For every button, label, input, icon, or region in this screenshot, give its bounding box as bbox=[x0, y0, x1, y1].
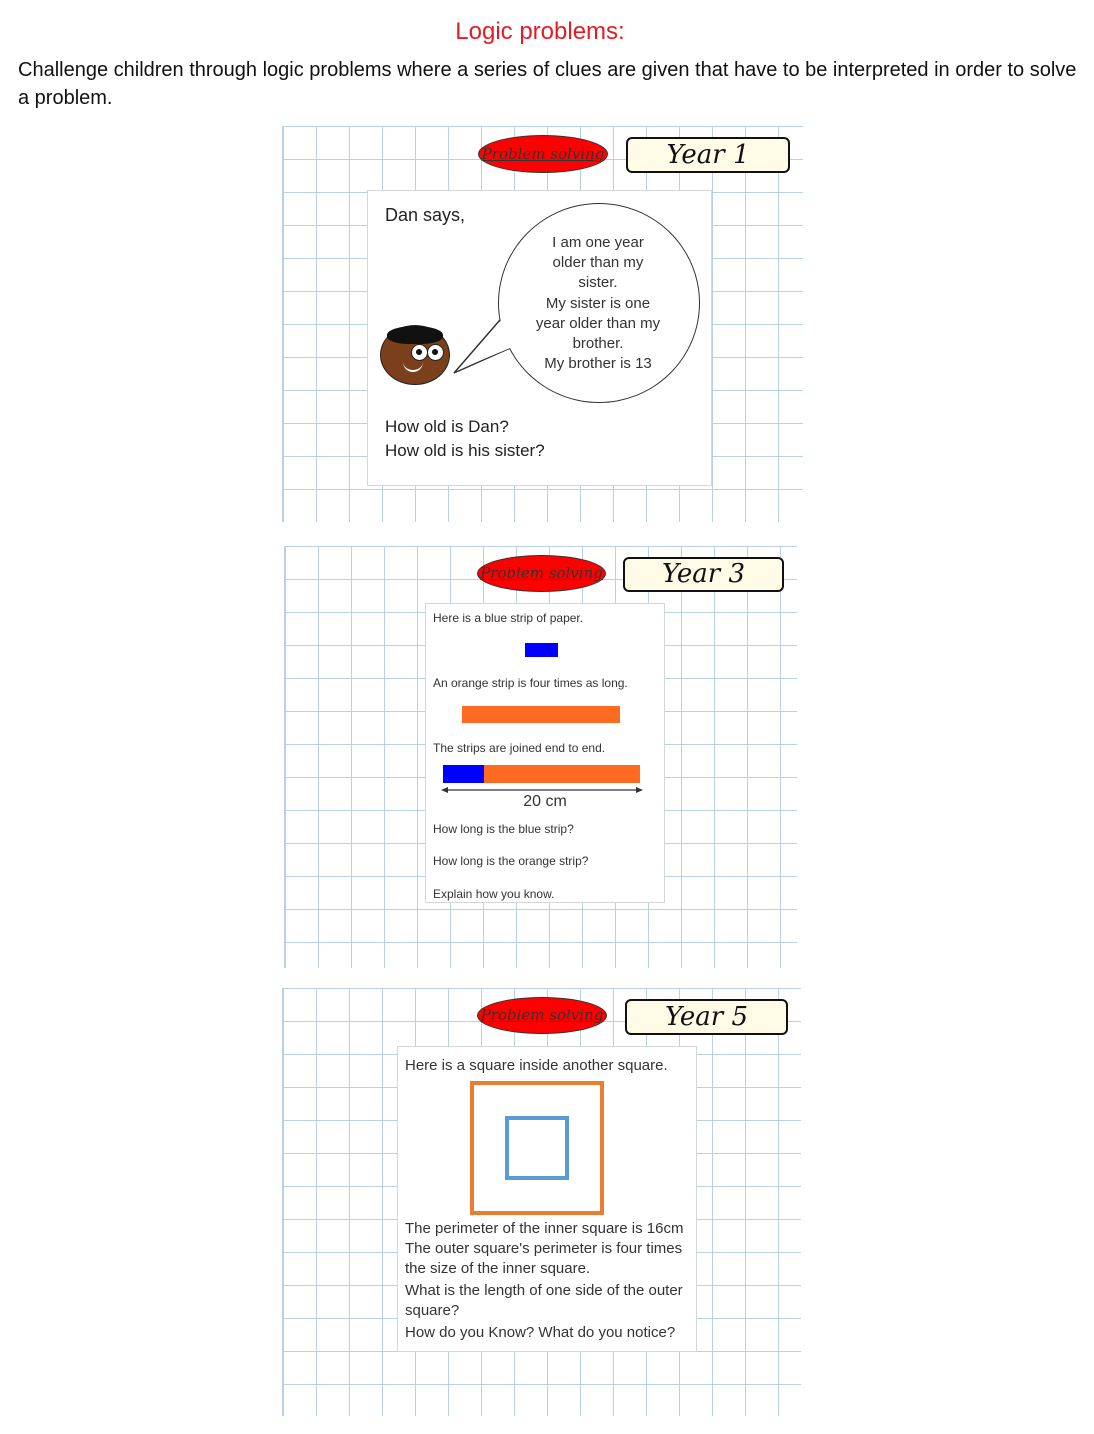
text-line: How do you Know? What do you notice? bbox=[405, 1324, 676, 1341]
problem-text bbox=[405, 1219, 695, 1343]
problem-solving-badge: Problem solving bbox=[477, 997, 607, 1034]
boy-face-icon bbox=[380, 325, 450, 385]
questions bbox=[385, 415, 545, 463]
mouth bbox=[403, 360, 423, 372]
text-line: What is the length of one side of the outer bbox=[405, 1282, 683, 1299]
speech-line: older than my bbox=[552, 254, 644, 272]
year-label: Year 1 bbox=[626, 137, 790, 173]
joined-blue-strip bbox=[443, 765, 484, 783]
question: How old is Dan? bbox=[385, 417, 509, 436]
speech-line: I am one year bbox=[552, 234, 644, 251]
page-title: Logic problems: bbox=[455, 18, 625, 45]
problem-card-year3 bbox=[425, 603, 665, 903]
card-intro: Here is a square inside another square. bbox=[405, 1057, 668, 1074]
blue-strip bbox=[525, 643, 558, 657]
intro-paragraph: Challenge children through logic problems where a series of clues are given that have to be interpreted in order to solve a problem. bbox=[18, 59, 1077, 109]
joined-orange-strip bbox=[484, 765, 640, 783]
problem-card-year5 bbox=[397, 1046, 697, 1352]
card-line: An orange strip is four times as long. bbox=[433, 676, 628, 690]
question: How old is his sister? bbox=[385, 441, 545, 460]
speech-line: My brother is 13 bbox=[544, 355, 652, 373]
year-label: Year 3 bbox=[623, 557, 784, 592]
text-line: The perimeter of the inner square is 16cm bbox=[405, 1220, 684, 1237]
speech-text bbox=[510, 233, 686, 374]
card-line: The strips are joined end to end. bbox=[433, 741, 606, 755]
question: Explain how you know. bbox=[433, 887, 555, 901]
speech-line: My sister is one bbox=[545, 294, 651, 312]
question: How long is the orange strip? bbox=[433, 854, 589, 868]
card-line: Here is a blue strip of paper. bbox=[433, 611, 584, 625]
inner-square bbox=[505, 1116, 569, 1180]
text-line: The outer square's perimeter is four times bbox=[405, 1240, 683, 1257]
speech-line: sister. bbox=[578, 274, 618, 292]
orange-strip bbox=[462, 706, 620, 723]
problem-card-year1 bbox=[367, 190, 712, 486]
problem-solving-badge: Problem solving bbox=[478, 135, 608, 173]
speech-line: brother. bbox=[572, 335, 624, 353]
problem-solving-badge: Problem solving bbox=[477, 555, 606, 592]
eye bbox=[427, 344, 444, 361]
speech-line: year older than my bbox=[535, 314, 661, 332]
year-label: Year 5 bbox=[625, 999, 788, 1035]
text-line: square? bbox=[405, 1302, 460, 1319]
measure-label: 20 cm bbox=[523, 793, 567, 810]
eye bbox=[411, 344, 428, 361]
card-intro: Dan says, bbox=[385, 205, 466, 225]
text-line: the size of the inner square. bbox=[405, 1260, 591, 1277]
question: How long is the blue strip? bbox=[433, 822, 574, 836]
hair bbox=[387, 326, 443, 344]
